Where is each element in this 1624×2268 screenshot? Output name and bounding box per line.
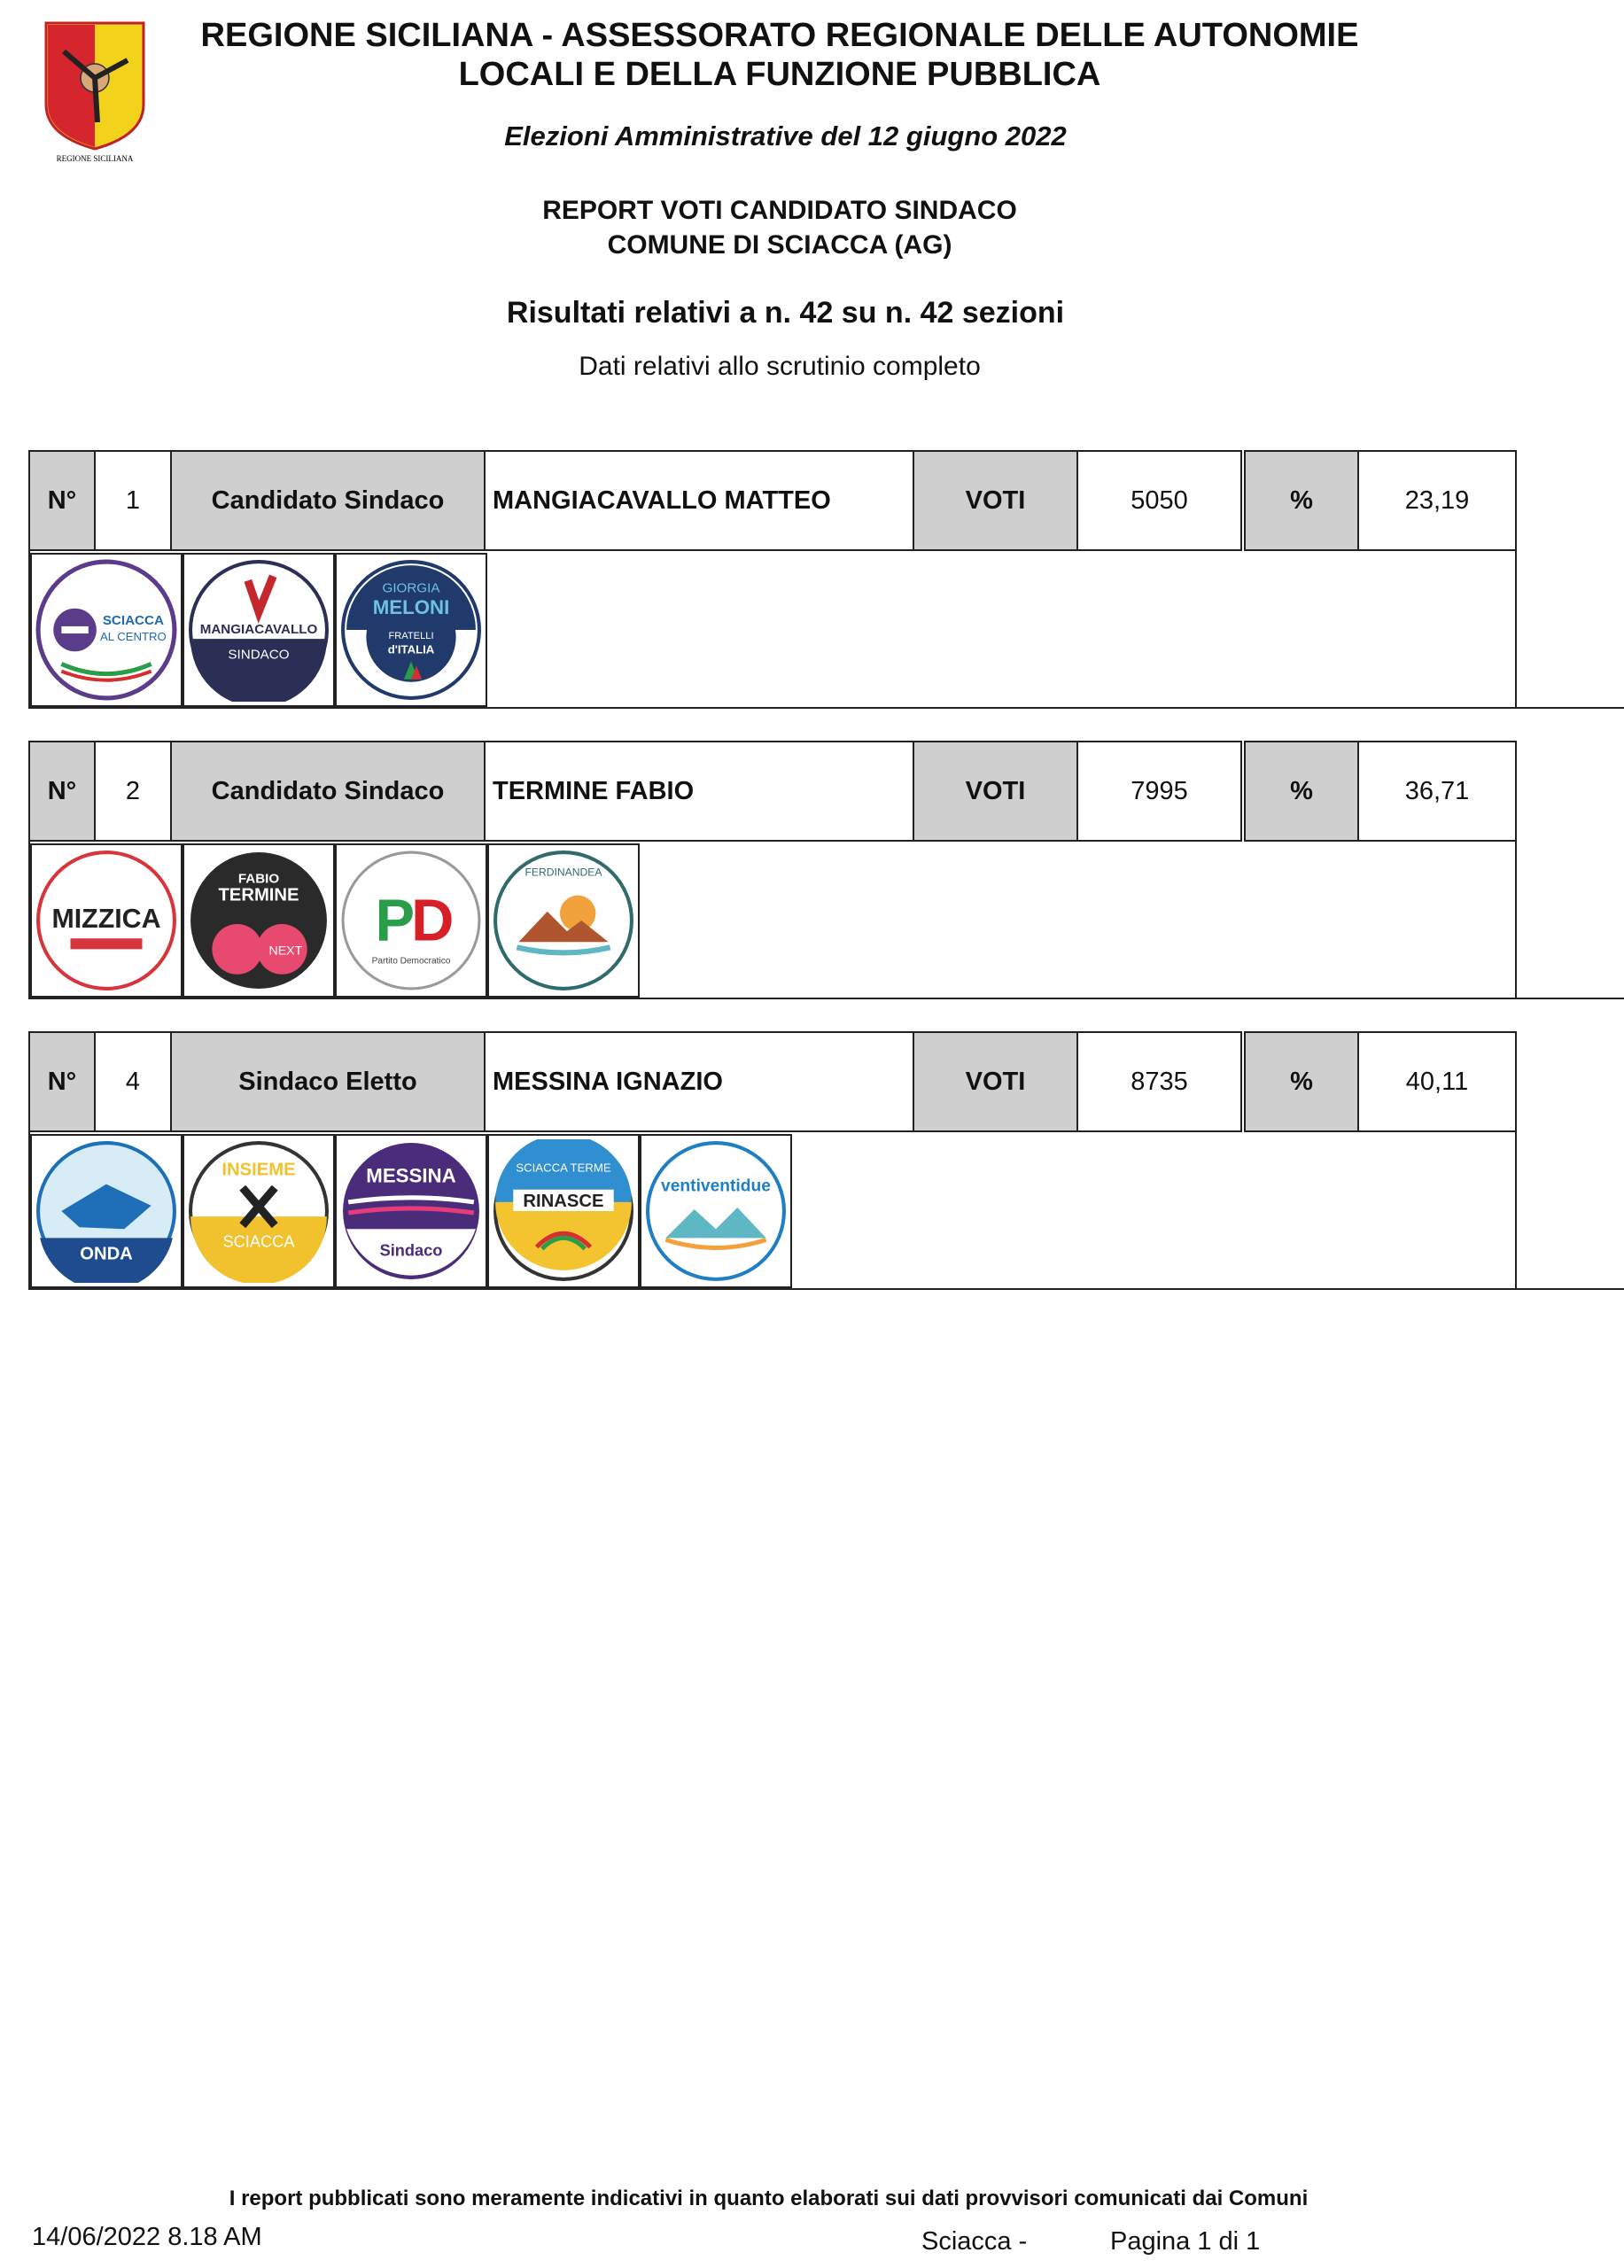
list-logo-fratelli-d-italia: [335, 553, 487, 707]
percent-value: 23,19: [1357, 450, 1517, 551]
votes-value: 7995: [1076, 741, 1242, 842]
candidate-row: [28, 450, 1517, 553]
candidate-name: MESSINA IGNAZIO: [484, 1031, 914, 1132]
candidate-role: Candidato Sindaco: [170, 450, 486, 551]
page-number: Pagina 1 di 1: [1110, 2227, 1261, 2256]
list-logo-onda: [30, 1134, 183, 1288]
svg-text:MIZZICA: MIZZICA: [51, 905, 161, 935]
percent-label: %: [1244, 450, 1359, 551]
svg-text:MANGIACAVALLO: MANGIACAVALLO: [199, 622, 318, 638]
candidate-number: 4: [94, 1031, 172, 1132]
number-label: N°: [28, 1031, 96, 1132]
report-title-line-1: REPORT VOTI CANDIDATO SINDACO: [542, 196, 1017, 225]
lists-logos-row: [28, 551, 1624, 709]
scrutinio-status: Dati relativi allo scrutinio completo: [579, 352, 981, 381]
election-subtitle: Elezioni Amministrative del 12 giugno 2022: [504, 120, 1067, 151]
list-logo-ferdinandea: [487, 843, 640, 998]
list-logo-messina-sindaco: [335, 1134, 487, 1288]
list-logo-fabio-termine-next: [183, 843, 335, 998]
svg-text:RINASCE: RINASCE: [523, 1191, 604, 1211]
percent-label: %: [1244, 1031, 1359, 1132]
svg-text:MESSINA: MESSINA: [366, 1164, 456, 1187]
svg-text:FRATELLI: FRATELLI: [388, 631, 434, 642]
title-line-2: LOCALI E DELLA FUNZIONE PUBBLICA: [458, 56, 1101, 93]
votes-value: 5050: [1076, 450, 1242, 551]
votes-value: 8735: [1076, 1031, 1242, 1132]
report-title: [0, 193, 1559, 262]
svg-text:INSIEME: INSIEME: [221, 1160, 296, 1180]
votes-label: VOTI: [913, 741, 1078, 842]
candidate-role: Sindaco Eletto: [170, 1031, 486, 1132]
list-logo-sciacca-al-centro: [30, 553, 183, 707]
list-logo-ventiventidue: [640, 1134, 792, 1288]
svg-text:REGIONE SICILIANA: REGIONE SICILIANA: [56, 154, 134, 163]
sections-summary: Risultati relativi a n. 42 su n. 42 sezioni: [506, 296, 1065, 330]
votes-label: VOTI: [913, 1031, 1078, 1132]
number-label: N°: [28, 450, 96, 551]
candidate-row: [28, 741, 1517, 843]
lists-logos-row: [28, 842, 1624, 999]
list-logo-sciacca-terme-rinasce: [487, 1134, 640, 1288]
svg-text:Partito Democratico: Partito Democratico: [371, 956, 451, 967]
candidate-number: 1: [94, 450, 172, 551]
svg-text:TERMINE: TERMINE: [218, 885, 299, 905]
percent-value: 40,11: [1357, 1031, 1517, 1132]
svg-text:ONDA: ONDA: [80, 1244, 133, 1264]
svg-text:AL CENTRO: AL CENTRO: [99, 630, 167, 644]
svg-text:SCIACCA: SCIACCA: [102, 612, 164, 628]
svg-text:P: P: [375, 888, 416, 954]
candidate-name: MANGIACAVALLO MATTEO: [484, 450, 914, 551]
lists-logos-row: [28, 1132, 1624, 1290]
svg-text:MELONI: MELONI: [372, 595, 450, 618]
svg-text:Sindaco: Sindaco: [379, 1241, 443, 1260]
svg-text:SCIACCA: SCIACCA: [222, 1232, 295, 1251]
list-logo-mangiacavallo-sindaco: [183, 553, 335, 707]
svg-text:ventiventidue: ventiventidue: [661, 1177, 771, 1196]
report-title-line-2: COMUNE DI SCIACCA (AG): [607, 230, 952, 260]
svg-text:d'ITALIA: d'ITALIA: [387, 642, 435, 656]
footer-timestamp: 14/06/2022 8.18 AM: [32, 2223, 262, 2251]
candidate-number: 2: [94, 741, 172, 842]
svg-text:FERDINANDEA: FERDINANDEA: [524, 866, 602, 879]
list-logo-insieme-sciacca: [183, 1134, 335, 1288]
candidate-block-1: [28, 450, 1624, 709]
candidate-row: [28, 1031, 1517, 1134]
candidate-role: Candidato Sindaco: [170, 741, 486, 842]
percent-value: 36,71: [1357, 741, 1517, 842]
list-logo-mizzica: [30, 843, 183, 998]
svg-text:FABIO: FABIO: [237, 871, 280, 887]
percent-label: %: [1244, 741, 1359, 842]
svg-text:SCIACCA TERME: SCIACCA TERME: [516, 1161, 611, 1175]
title-line-1: REGIONE SICILIANA - ASSESSORATO REGIONALE DELLE AUTONOMIE: [200, 17, 1359, 54]
candidate-block-2: [28, 741, 1624, 999]
svg-text:GIORGIA: GIORGIA: [382, 580, 440, 596]
footer-place: Sciacca -: [921, 2227, 1028, 2256]
candidate-name: TERMINE FABIO: [484, 741, 914, 842]
svg-text:D: D: [411, 888, 455, 954]
svg-text:NEXT: NEXT: [268, 944, 303, 959]
page-title: [133, 16, 1426, 94]
candidate-block-3: [28, 1031, 1624, 1290]
list-logo-partito-democratico: [335, 843, 487, 998]
number-label: N°: [28, 741, 96, 842]
footer-disclaimer: I report pubblicati sono meramente indicativi in quanto elaborati sui dati provvisori comunicati dai Comuni: [229, 2186, 1309, 2210]
votes-label: VOTI: [913, 450, 1078, 551]
svg-text:SINDACO: SINDACO: [228, 647, 290, 663]
